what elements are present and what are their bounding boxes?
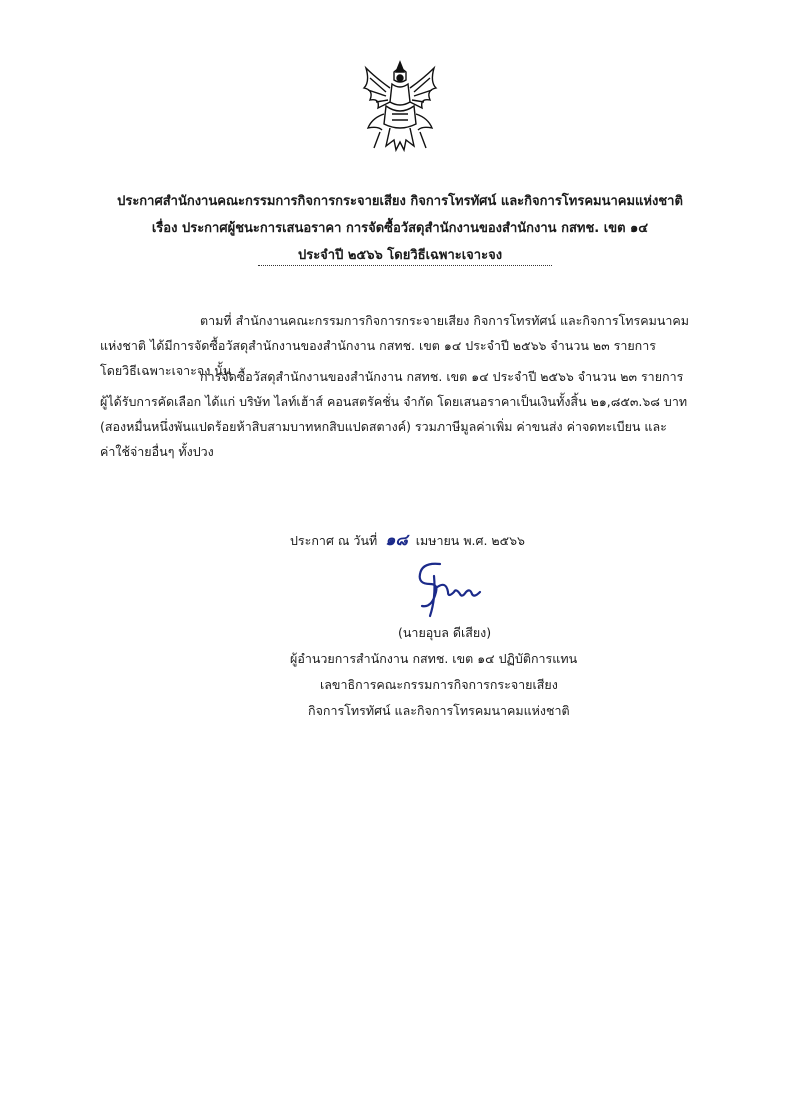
garuda-emblem-icon (356, 58, 444, 156)
paragraph-2-line: ค่าใช้จ่ายอื่นๆ ทั้งปวง (100, 444, 214, 459)
announcement-day: ๑๘ (385, 530, 408, 549)
paragraph-2-line: การจัดซื้อวัสดุสำนักงานของสำนักงาน กสทช. เขต ๑๔ ประจำปี ๒๕๖๖ จำนวน ๒๓ รายการ (200, 369, 684, 384)
document-heading (60, 188, 740, 269)
announcement-date (290, 527, 525, 553)
signer-position-1: ผู้อำนวยการสำนักงาน กสทช. เขต ๑๔ ปฏิบัติการแทน (290, 651, 578, 666)
announcement-prefix: ประกาศ ณ วันที่ (290, 533, 378, 548)
heading-line-3: ประจำปี ๒๕๖๖ โดยวิธีเฉพาะเจาะจง (297, 248, 503, 263)
signer-position-3: กิจการโทรทัศน์ และกิจการโทรคมนาคมแห่งชาติ (308, 703, 570, 718)
paragraph-1-line: แห่งชาติ ได้มีการจัดซื้อวัสดุสำนักงานของสำนักงาน กสทช. เขต ๑๔ ประจำปี ๒๕๖๖ จำนวน ๒๓ รายการ (100, 338, 656, 353)
paragraph-2-line: ผู้ได้รับการคัดเลือก ได้แก่ บริษัท ไลท์เฮ้าส์ คอนสตรัคชั่น จำกัด โดยเสนอราคาเป็นเงินทั้งสิ้น ๒๑,๘๕๓.๖๘ บาท (100, 394, 688, 409)
heading-line-1: ประกาศสำนักงานคณะกรรมการกิจการกระจายเสียง กิจการโทรทัศน์ และกิจการโทรคมนาคมแห่งชาติ (117, 194, 683, 209)
paragraph-1-line: ตามที่ สำนักงานคณะกรรมการกิจการกระจายเสียง กิจการโทรทัศน์ และกิจการโทรคมนาคม (200, 313, 690, 328)
paragraph-1-line: โดยวิธีเฉพาะเจาะจง นั้น (100, 363, 232, 378)
dotted-divider (258, 265, 552, 266)
heading-line-2: เรื่อง ประกาศผู้ชนะการเสนอราคา การจัดซื้อวัสดุสำนักงานของสำนักงาน กสทช. เขต ๑๔ (151, 221, 649, 236)
signer-block (290, 620, 640, 724)
announcement-suffix: เมษายน พ.ศ. ๒๕๖๖ (415, 533, 525, 548)
handwritten-signature-icon (400, 558, 500, 620)
paragraph-2 (100, 364, 707, 464)
paragraph-2-line: (สองหมื่นหนึ่งพันแปดร้อยห้าสิบสามบาทหกสิบแปดสตางค์) รวมภาษีมูลค่าเพิ่ม ค่าขนส่ง ค่าจดทะเบียน และ (100, 419, 667, 434)
signer-position-2: เลขาธิการคณะกรรมการกิจการกระจายเสียง (320, 677, 558, 692)
signer-name: (นายอุบล ดีเสียง) (398, 625, 492, 640)
